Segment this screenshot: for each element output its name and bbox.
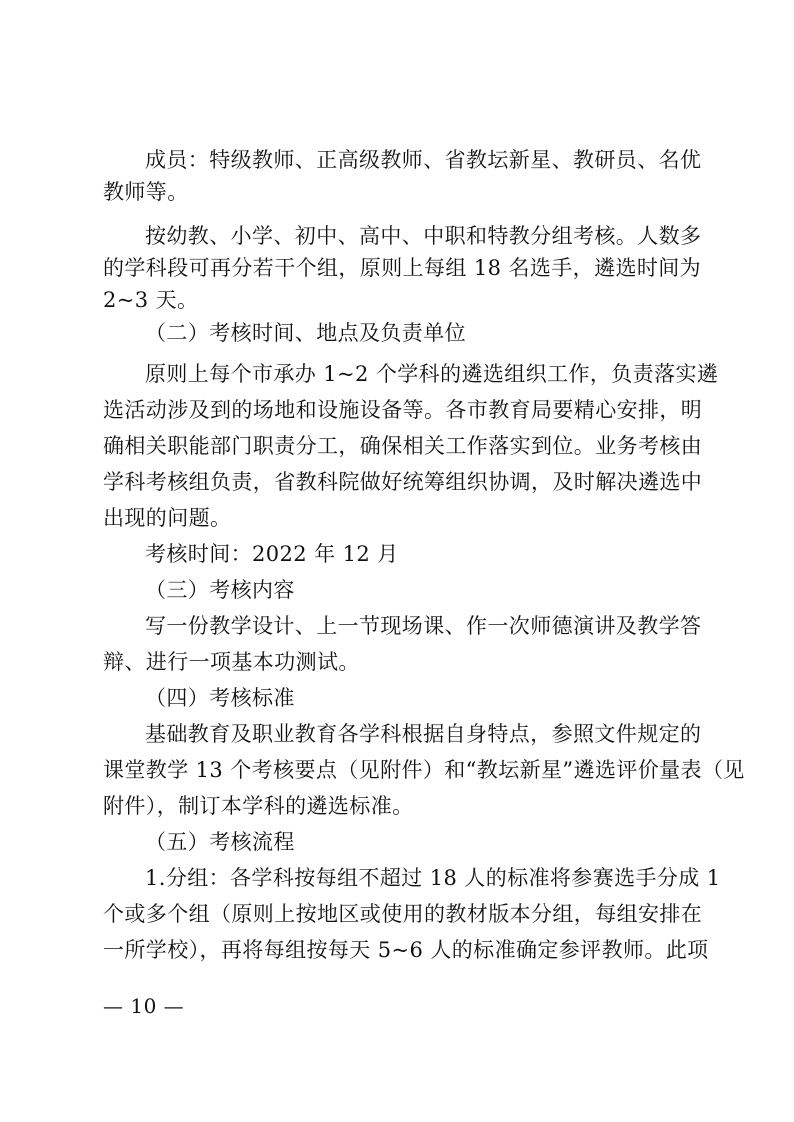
body-text-line: 成员：特级教师、正高级教师、省教坛新星、教研员、名优 <box>145 148 702 172</box>
body-text-line: 按幼教、小学、初中、高中、中职和特教分组考核。人数多 <box>145 224 702 248</box>
body-text-line: 的学科段可再分若干个组，原则上每组 18 名选手，遴选时间为 <box>103 256 702 280</box>
body-text-line: 确相关职能部门职责分工，确保相关工作落实到位。业务考核由 <box>103 434 703 458</box>
body-text-line: 选活动涉及到的场地和设施设备等。各市教育局要精心安排，明 <box>103 398 703 422</box>
body-text-line: 1.分组：各学科按每组不超过 18 人的标准将参赛选手分成 1 <box>145 866 721 890</box>
section-heading: （二）考核时间、地点及负责单位 <box>145 321 466 345</box>
body-text-line: 课堂教学 13 个考核要点（见附件）和“教坛新星”遴选评价量表（见 <box>103 758 745 782</box>
body-text-line: 一所学校），再将每组按每天 5~6 人的标准确定参评教师。此项 <box>103 938 709 962</box>
exam-time-line: 考核时间：2022 年 12 月 <box>145 542 399 566</box>
body-text-line: 基础教育及职业教育各学科根据自身特点，参照文件规定的 <box>145 722 702 746</box>
section-heading: （三）考核内容 <box>145 578 295 602</box>
section-heading: （五）考核流程 <box>145 830 295 854</box>
body-text-line: 写一份教学设计、上一节现场课、作一次师德演讲及教学答 <box>145 614 702 638</box>
body-text-line: 学科考核组负责，省教科院做好统筹组织协调，及时解决遴选中 <box>103 470 703 494</box>
body-text-line: 附件），制订本学科的遴选标准。 <box>103 794 414 818</box>
body-text-line: 原则上每个市承办 1~2 个学科的遴选组织工作，负责落实遴 <box>145 362 719 386</box>
body-text-line: 辩、进行一项基本功测试。 <box>103 650 360 674</box>
section-heading: （四）考核标准 <box>145 686 295 710</box>
body-text-line: 出现的问题。 <box>103 506 232 530</box>
page-number: — 10 — <box>103 994 185 1018</box>
body-text-line: 个或多个组（原则上按地区或使用的教材版本分组，每组安排在 <box>103 902 703 926</box>
body-text-line: 教师等。 <box>103 180 189 204</box>
body-text-line: 2~3 天。 <box>103 288 199 312</box>
